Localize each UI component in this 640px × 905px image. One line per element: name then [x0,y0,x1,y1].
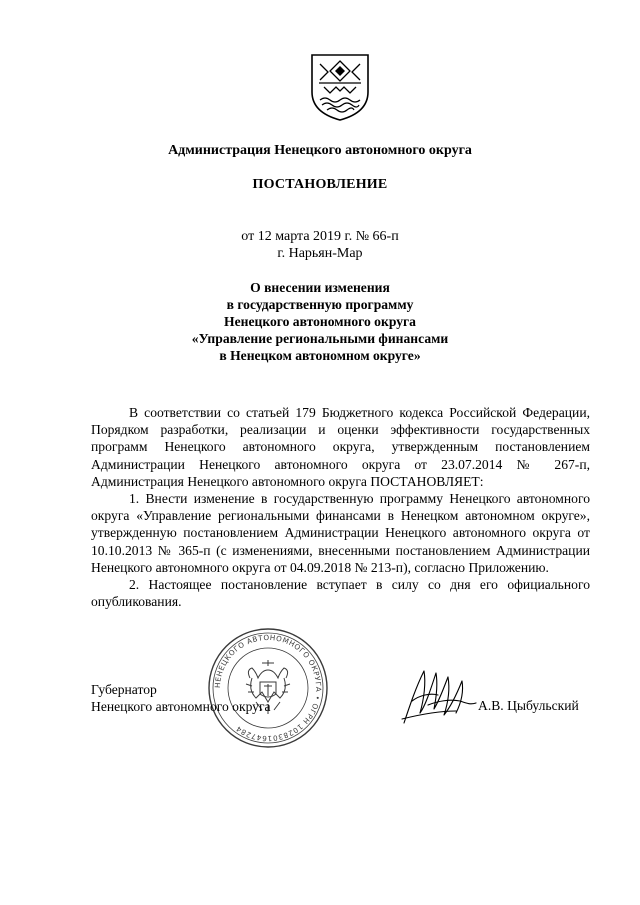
body-paragraph-item-1: 1. Внести изменение в государственную программу Ненецкого автономного округа «Управление региональными финансами в Ненецком автономном округе», утвержденную постановлением Администрации Ненецкого автономного округа от 10.10.2013 № 365-п (с изменениями, внесенными постановлением Администрации Ненецкого автономного округа от 04.09.2018 № 213-п), согласно Приложению. [91,491,590,575]
title-line: в государственную программу [226,297,414,312]
signatory-position-line: Ненецкого автономного округа [91,699,271,714]
title-line: «Управление региональными финансами [191,331,449,346]
handwritten-signature-icon [398,665,478,727]
document-type: ПОСТАНОВЛЕНИЕ [252,177,388,192]
signatory-name: А.В. Цыбульский [478,698,579,713]
document-title [0,279,640,364]
seal-text: НЕНЕЦКОГО АВТОНОМНОГО ОКРУГА • ОГРН 1028301647284 [212,632,324,744]
body-paragraph-preamble: В соответствии со статьей 179 Бюджетного кодекса Российской Федерации, Порядком разработки, реализации и оценки эффективности государственных программ Ненецкого автономного округа, утвержденным постановлением Администрации Ненецкого автономного округа от 23.07.2014 № 267-п, Администрация Ненецкого автономного округа ПОСТАНОВЛЯЕТ: [91,405,590,489]
title-line: Ненецкого автономного округа [224,314,416,329]
document-city: г. Нарьян-Мар [277,246,363,261]
signatory-position-line: Губернатор [91,682,157,697]
signatory-position [91,681,271,715]
nenets-coat-of-arms-icon [309,52,371,122]
document-date-number: от 12 марта 2019 г. № 66-п [241,229,399,244]
organization-name: Администрация Ненецкого автономного округа [168,143,472,158]
body-paragraph-item-2: 2. Настоящее постановление вступает в силу со дня его официального опубликования. [91,577,590,610]
title-line: в Ненецком автономном округе» [219,348,421,363]
title-line: О внесении изменения [250,280,390,295]
document-body [91,404,590,610]
